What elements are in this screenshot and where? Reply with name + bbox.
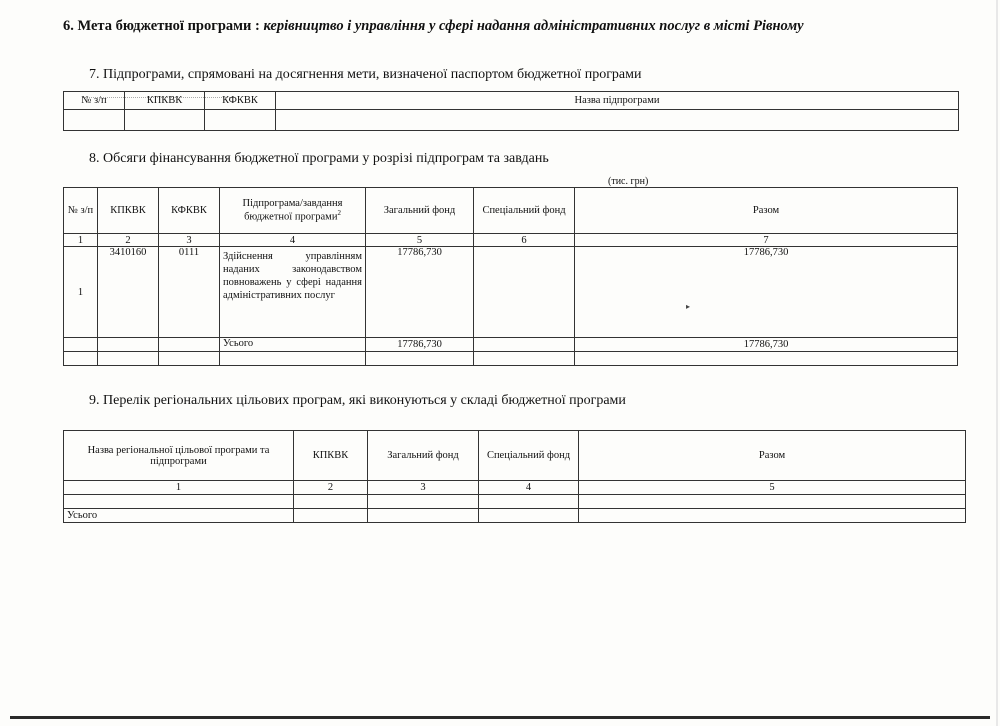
col-header-total: Разом bbox=[575, 188, 958, 234]
col-header-kfkvk: КФКВК bbox=[159, 188, 220, 234]
row-kfkvk: 0111 bbox=[159, 247, 220, 338]
total-row bbox=[64, 509, 966, 523]
col-header-kpkvk: КПКВК bbox=[98, 188, 159, 234]
total-sum: 17786,730 bbox=[575, 338, 958, 352]
footnote-mark: 2 bbox=[337, 209, 341, 218]
sheet-edge-right bbox=[996, 0, 998, 726]
row-num: 1 bbox=[64, 247, 98, 338]
table-row bbox=[64, 352, 958, 366]
column-numbers-row: 1 2 3 4 5 bbox=[64, 481, 966, 495]
row-total: 17786,730 bbox=[575, 247, 958, 338]
row-special-fund bbox=[474, 247, 575, 338]
total-label: Усього bbox=[64, 509, 294, 523]
row-general-fund: 17786,730 bbox=[366, 247, 474, 338]
section-8-units: (тис. грн) bbox=[608, 176, 649, 187]
total-general-fund: 17786,730 bbox=[366, 338, 474, 352]
total-label: Усього bbox=[220, 338, 366, 352]
column-numbers-row: 1 2 3 4 5 6 7 bbox=[64, 234, 958, 247]
section-6-label: 6. Мета бюджетної програми : bbox=[63, 18, 260, 34]
table-row bbox=[64, 247, 958, 338]
sheet-edge-bottom bbox=[10, 716, 990, 719]
col-header-general-fund: Загальний фонд bbox=[368, 431, 479, 481]
col-header-program-name: Назва регіональної цільової програми та підпрограми bbox=[64, 431, 294, 481]
col-header-num: № з/п bbox=[64, 188, 98, 234]
section-9-title: 9. Перелік регіональних цільових програм, які виконуються у складі бюджетної програми bbox=[89, 393, 626, 408]
col-header-kpkvk: КПКВК bbox=[294, 431, 368, 481]
scan-speck: ▸ bbox=[686, 302, 691, 311]
section-6-goal: керівництво і управління у сфері надання адміністративних послуг в місті Рівному bbox=[263, 18, 804, 34]
col-header-kfkvk: КФКВК bbox=[205, 92, 276, 110]
col-header-special-fund: Спеціальний фонд bbox=[479, 431, 579, 481]
subprograms-table bbox=[63, 91, 959, 131]
col-header-task: Підпрограма/завдання бюджетної програми$^2$ bbox=[220, 188, 366, 234]
table-row bbox=[64, 495, 966, 509]
section-7-title: 7. Підпрограми, спрямовані на досягнення мети, визначеної паспортом бюджетної програми bbox=[89, 67, 642, 82]
section-8-title: 8. Обсяги фінансування бюджетної програми у розрізі підпрограм та завдань bbox=[89, 151, 549, 166]
row-kpkvk: 3410160 bbox=[98, 247, 159, 338]
financing-table bbox=[63, 187, 958, 366]
col-header-total: Разом bbox=[579, 431, 966, 481]
col-header-num: № з/п bbox=[64, 92, 125, 110]
col-header-special-fund: Спеціальний фонд bbox=[474, 188, 575, 234]
table-row bbox=[64, 110, 959, 131]
col-header-kpkvk: КПКВК bbox=[125, 92, 205, 110]
col-header-subprogram-name: Назва підпрограми bbox=[276, 92, 959, 110]
row-task-name: Здійснення управлінням наданих законодавством повноважень у сфері надання адміністративних послуг bbox=[220, 247, 366, 338]
total-row bbox=[64, 338, 958, 352]
col-header-general-fund: Загальний фонд bbox=[366, 188, 474, 234]
section-6-heading bbox=[63, 18, 804, 35]
regional-programs-table bbox=[63, 430, 966, 523]
